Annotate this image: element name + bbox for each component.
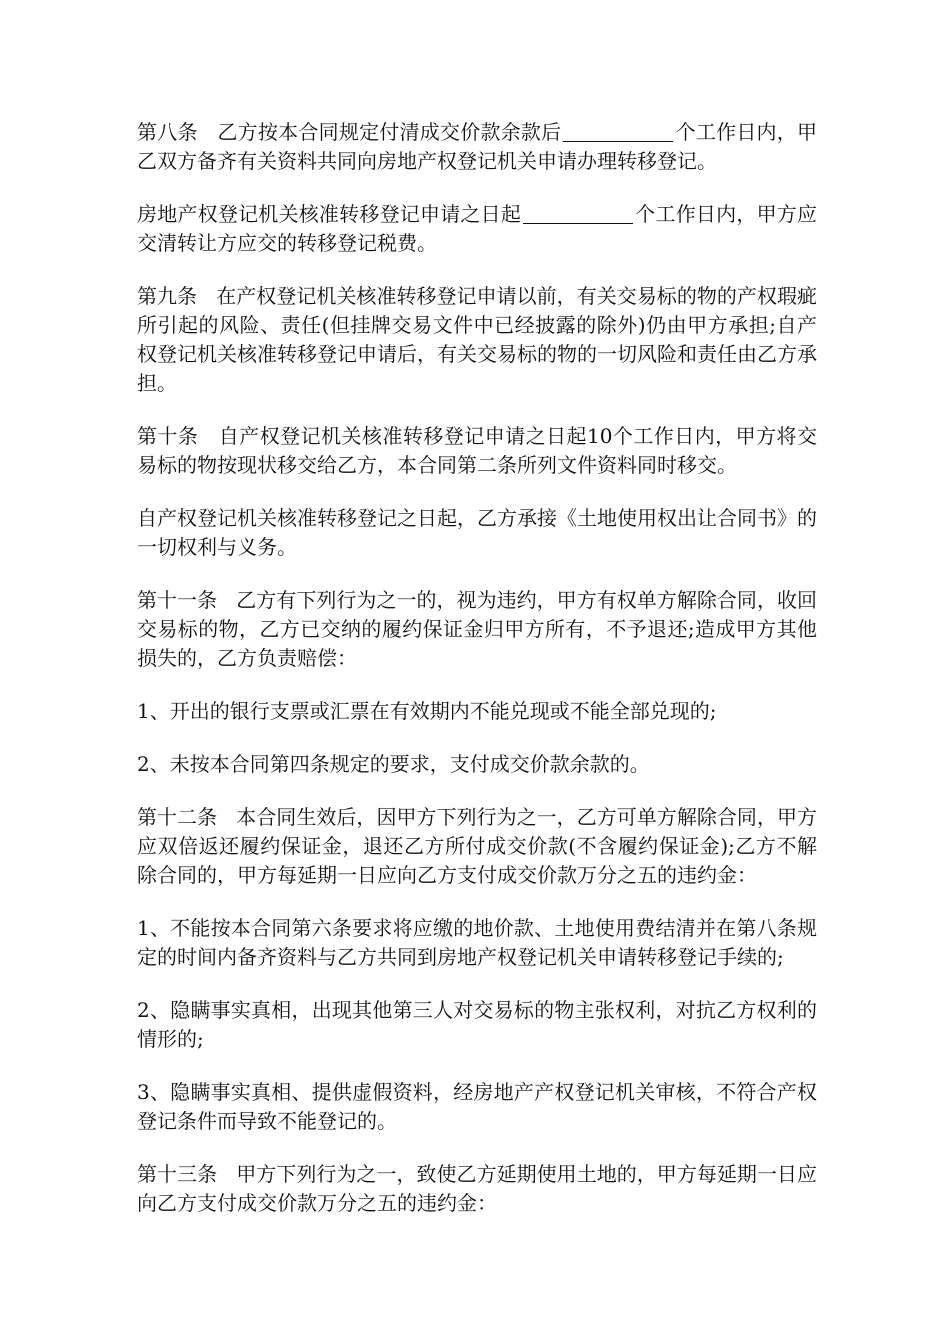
fill-in-blank-tax-days[interactable]: [523, 203, 633, 224]
fill-in-blank-working-days[interactable]: [563, 121, 673, 142]
article-11-item-2: 2、未按本合同第四条规定的要求，支付成交价款余款的。: [137, 752, 650, 776]
article-10-paragraph-2: 自产权登记机关核准转移登记之日起，乙方承接《土地使用权出让合同书》的一切权利与义务。: [137, 506, 817, 559]
article-11-item-1: 1、开出的银行支票或汇票在有效期内不能兑现或不能全部兑现的;: [137, 699, 717, 723]
article-8-p2-text-after: 个工作日内，甲方应交清转让方应交的转移登记税费。: [137, 202, 818, 255]
document-body: [137, 118, 817, 1242]
article-10-paragraph-1: 第十条 自产权登记机关核准转移登记申请之日起10个工作日内，甲方将交易标的物按现状移交给乙方，本合同第二条所列文件资料同时移交。: [137, 424, 817, 477]
article-8-p1-text-after: 个工作日内，甲乙双方备齐有关资料共同向房地产权登记机关申请办理转移登记。: [137, 120, 818, 173]
article-11: 第十一条 乙方有下列行为之一的，视为违约，甲方有权单方解除合同，收回交易标的物，乙方已交纳的履约保证金归甲方所有，不予退还;造成甲方其他损失的，乙方负责赔偿：: [137, 588, 817, 670]
article-9: 第九条 在产权登记机关核准转移登记申请以前，有关交易标的物的产权瑕疵所引起的风险、责任(但挂牌交易文件中已经披露的除外)仍由甲方承担;自产权登记机关核准转移登记申请后，有关交易标的物的一切风险和责任由乙方承担。: [137, 284, 817, 395]
article-12-item-1: 1、不能按本合同第六条要求将应缴的地价款、土地使用费结清并在第八条规定的时间内备齐资料与乙方共同到房地产权登记机关申请转移登记手续的;: [137, 916, 817, 969]
article-12: 第十二条 本合同生效后，因甲方下列行为之一，乙方可单方解除合同，甲方应双倍返还履约保证金，退还乙方所付成交价款(不含履约保证金);乙方不解除合同的，甲方每延期一日应向乙方支付成交价款万分之五的违约金：: [137, 805, 817, 887]
article-8-paragraph-1: [137, 118, 817, 176]
article-13: 第十三条 甲方下列行为之一，致使乙方延期使用土地的，甲方每延期一日应向乙方支付成交价款万分之五的违约金：: [137, 1162, 817, 1215]
article-12-item-2: 2、隐瞒事实真相，出现其他第三人对交易标的物主张权利，对抗乙方权利的情形的;: [137, 998, 817, 1051]
article-12-item-3: 3、隐瞒事实真相、提供虚假资料，经房地产产权登记机关审核，不符合产权登记条件而导致不能登记的。: [137, 1080, 817, 1133]
article-8-p1-text-before: 第八条 乙方按本合同规定付清成交价款余款后: [137, 120, 562, 144]
article-8-p2-text-before: 房地产权登记机关核准转移登记申请之日起: [137, 202, 522, 226]
article-8-paragraph-2: [137, 200, 817, 258]
